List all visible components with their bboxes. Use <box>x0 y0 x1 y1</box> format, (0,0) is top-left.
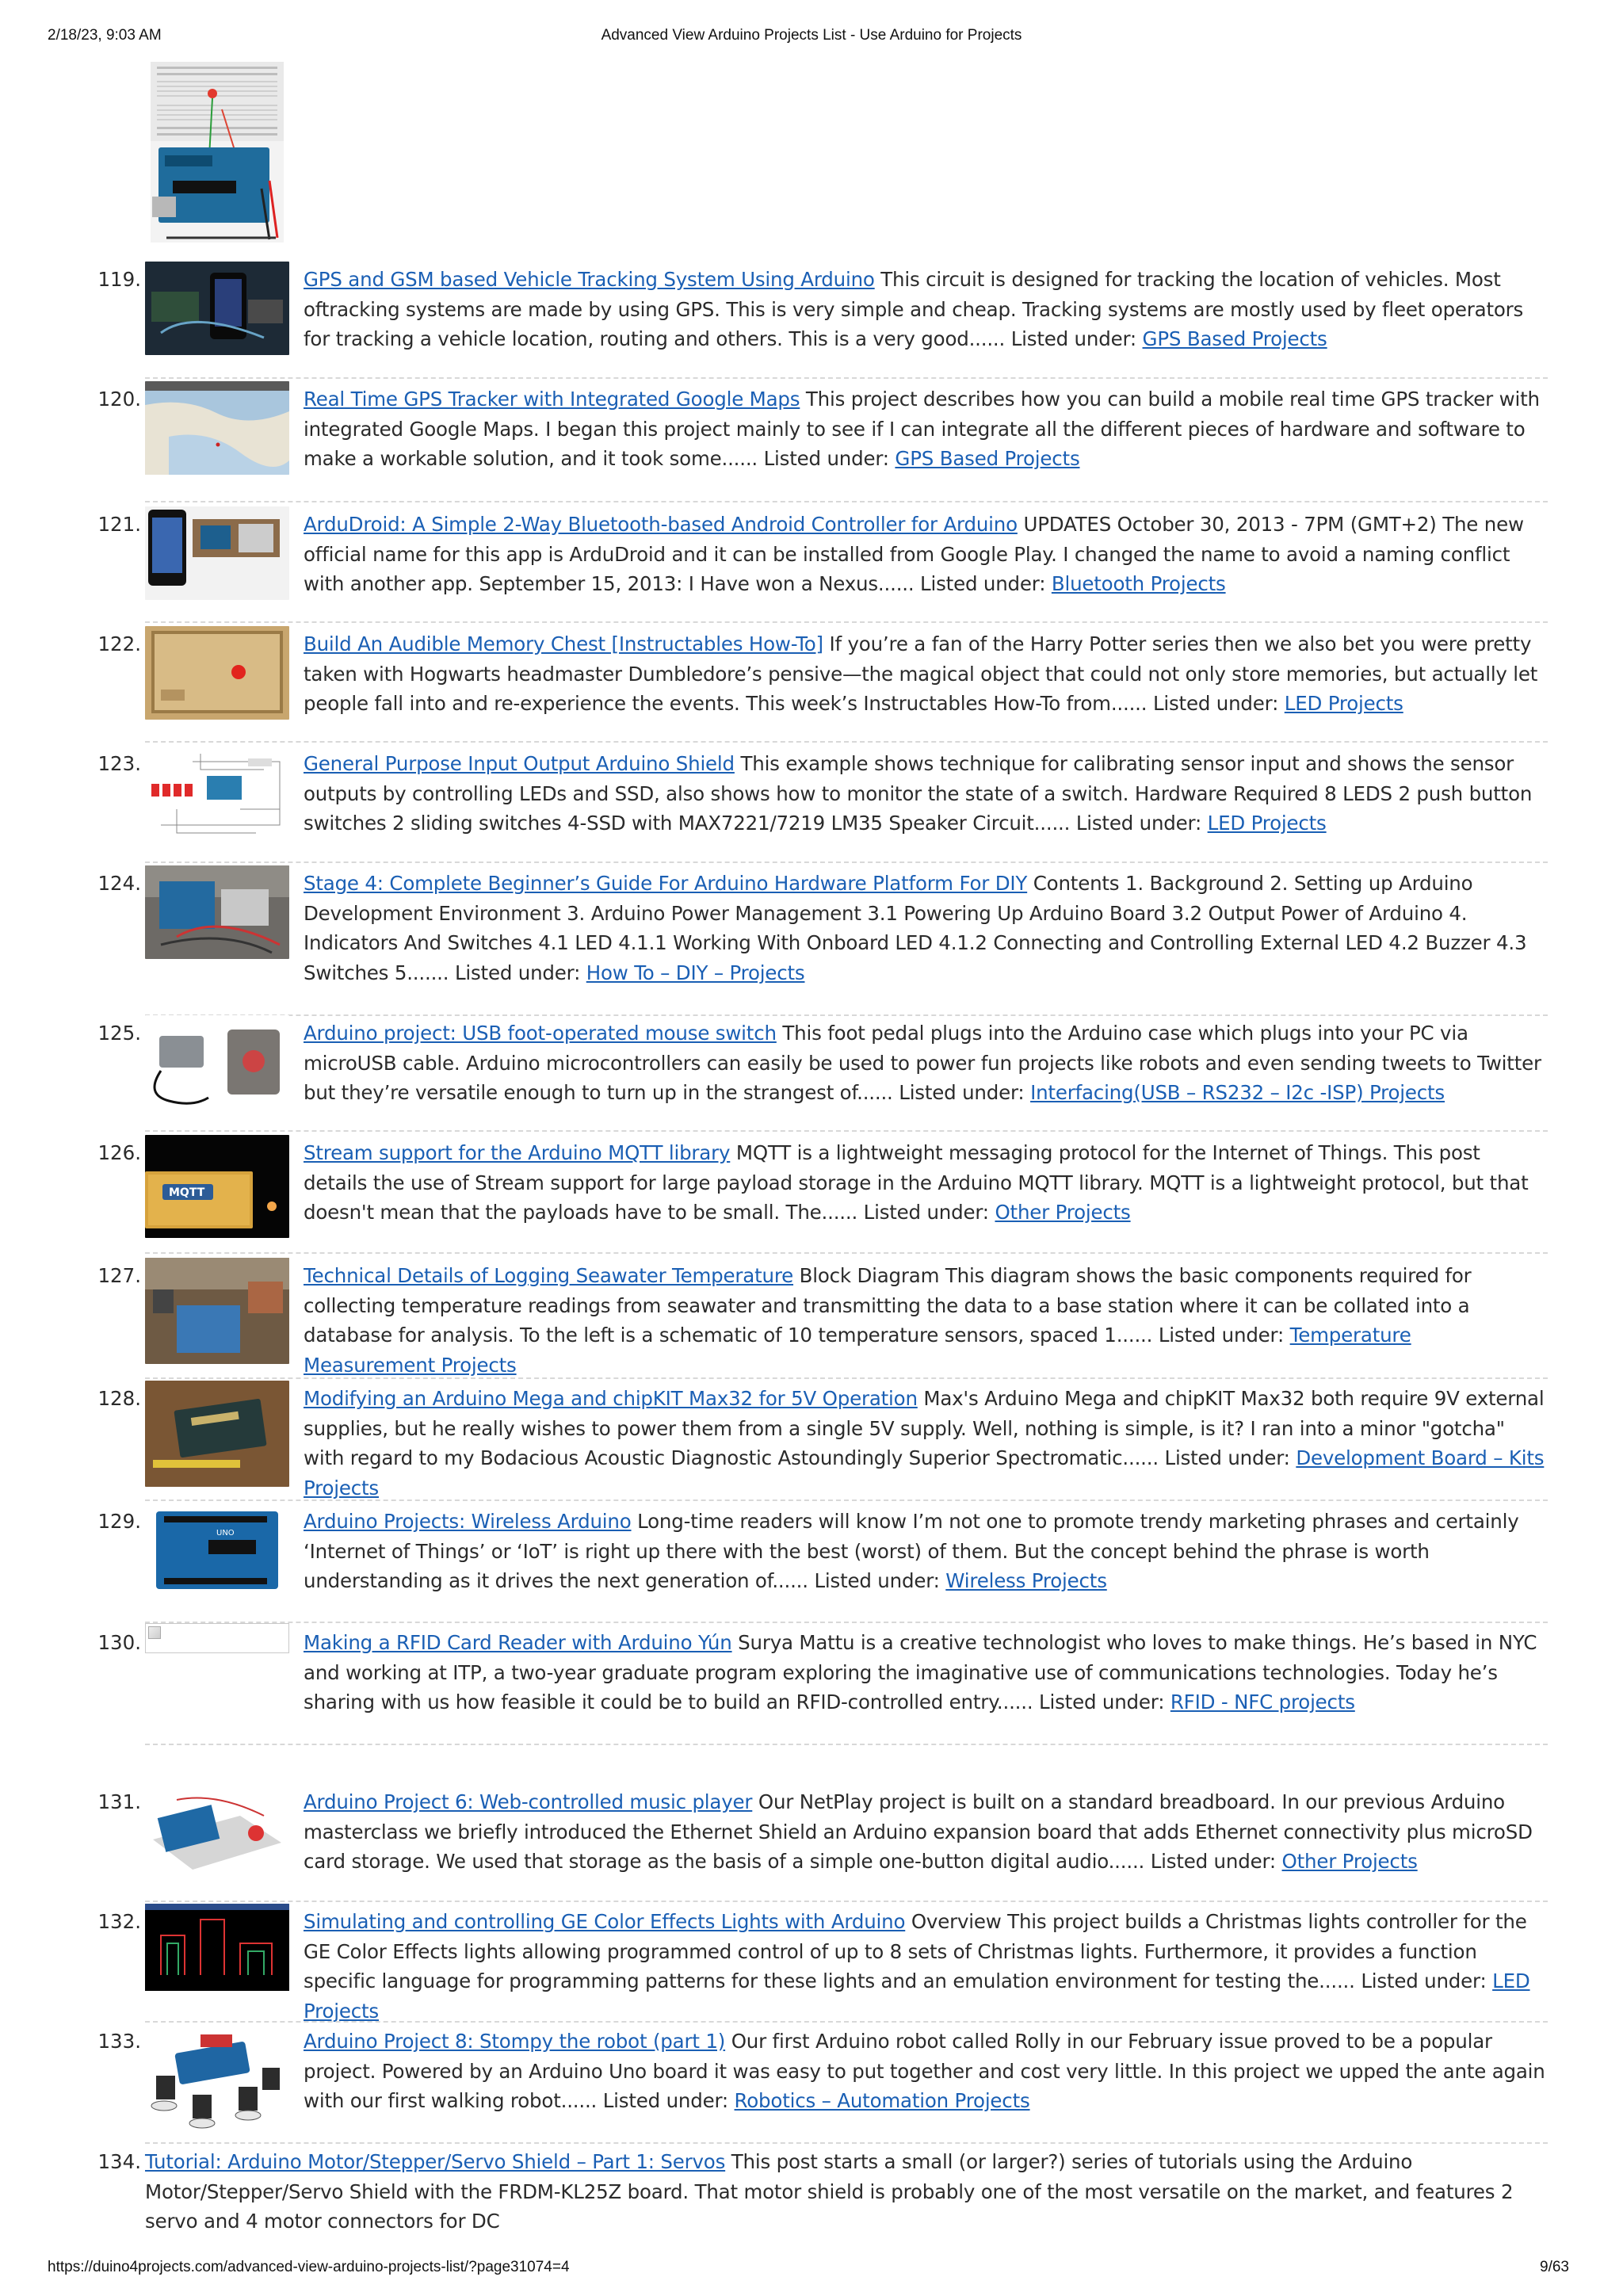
item-content <box>304 1138 1548 1228</box>
item-description: This foot pedal plugs into the Arduino case which plugs into your PC via microUSB cable. Arduino microcontrollers can easily be used to power fun projects like robots and even sending tweets to Twitter but they’re versatile enough to turn up in the strangest of...... <box>304 1022 1541 1104</box>
item-content <box>304 1628 1548 1717</box>
item-title-link[interactable]: Arduino Project 6: Web-controlled music player <box>304 1790 753 1813</box>
project-thumbnail[interactable] <box>145 1135 289 1238</box>
project-thumbnail[interactable] <box>145 381 289 475</box>
svg-text:UNO: UNO <box>216 1529 235 1538</box>
project-thumbnail[interactable] <box>145 1381 289 1487</box>
listed-under-label: Listed under: <box>1361 1969 1487 1992</box>
item-category-link[interactable]: Development Board – Kits Projects <box>304 1446 1545 1499</box>
item-description: Overview This project builds a Christmas lights controller for the GE Color Effects lights allowing programmed control of up to 8 sets of Christmas lights. Furthermore, it provides a function specific language for programming patterns for these lights and an emulation environment for testing the...... <box>304 1910 1527 1992</box>
item-content <box>304 2027 1548 2116</box>
item-content <box>304 749 1548 839</box>
project-thumbnail[interactable] <box>145 865 289 959</box>
listed-under-label: Listed under: <box>1150 1850 1276 1873</box>
breadboard-arduino-image <box>151 62 284 243</box>
print-datetime: 2/18/23, 9:03 AM <box>48 27 162 44</box>
item-title-link[interactable]: Tutorial: Arduino Motor/Stepper/Servo Shield – Part 1: Servos <box>145 2150 726 2173</box>
item-separator <box>145 621 1548 623</box>
item-description: Our NetPlay project is built on a standard breadboard. In our previous Arduino masterclass we briefly introduced the Ethernet Shield an Arduino expansion board that adds Ethernet connectivity plus microSD card storage. We used that storage as the basis of a simple one-button digital audio...... <box>304 1790 1533 1873</box>
item-content <box>304 1507 1548 1596</box>
item-content <box>304 1261 1548 1380</box>
listed-under-label: Listed under: <box>1039 1690 1165 1713</box>
item-separator <box>145 2021 1548 2023</box>
listed-under-label: Listed under: <box>814 1569 940 1592</box>
listed-under-label: Listed under: <box>920 572 1046 595</box>
item-separator <box>145 861 1548 863</box>
item-category-link[interactable]: Robotics – Automation Projects <box>734 2089 1030 2112</box>
ge-lights-simulator-image <box>145 1904 289 1991</box>
ardudroid-image <box>145 506 289 600</box>
item-content <box>304 384 1548 474</box>
item-separator <box>145 1499 1548 1501</box>
item-number: 134. <box>97 2150 141 2173</box>
item-title-link[interactable]: Arduino Projects: Wireless Arduino <box>304 1510 632 1533</box>
seawater-logging-image <box>145 1258 289 1364</box>
item-category-link[interactable]: Other Projects <box>1281 1850 1418 1873</box>
item-category-link[interactable]: LED Projects <box>1207 812 1327 835</box>
listed-under-label: Listed under: <box>763 447 889 470</box>
item-number: 130. <box>97 1631 141 1654</box>
item-description: Max's Arduino Mega and chipKIT Max32 both require 9V external supplies, but he really wishes to power them from a single 5V supply. Well, nothing is simple, is it? I ran into a minor "gotcha" with regard to my Bodacious Acoustic Diagnostic Astoundingly Superior Spectromatic...... <box>304 1387 1545 1469</box>
item-separator <box>145 377 1548 379</box>
print-footer <box>48 2259 1575 2279</box>
item-content <box>145 2147 1548 2237</box>
item-number: 132. <box>97 1910 141 1933</box>
item-separator <box>145 1014 1548 1016</box>
project-thumbnail[interactable] <box>145 262 289 355</box>
project-thumbnail[interactable] <box>145 1904 289 1997</box>
item-category-link[interactable]: Interfacing(USB – RS232 – I2c -ISP) Projects <box>1030 1081 1445 1104</box>
arduino-beginner-guide-image <box>145 865 289 959</box>
item-content <box>304 1384 1548 1503</box>
item-title-link[interactable]: Making a RFID Card Reader with Arduino Yún <box>304 1631 732 1654</box>
item-title-link[interactable]: GPS and GSM based Vehicle Tracking System Using Arduino <box>304 268 875 291</box>
item-description: Surya Mattu is a creative technologist who loves to make things. He’s based in NYC and working at ITP, a two-year graduate program exploring the imaginative use of communications technologies. Today he’s sharing with us how feasible it could be to build an RFID-controlled entry...... <box>304 1631 1537 1713</box>
svg-text:MQTT: MQTT <box>169 1186 205 1199</box>
item-category-link[interactable]: Other Projects <box>995 1201 1131 1224</box>
item-separator <box>145 741 1548 743</box>
arduino-mega-chipkit-image <box>145 1381 289 1487</box>
project-thumbnail[interactable] <box>145 1503 289 1597</box>
project-thumbnail[interactable] <box>145 1015 289 1109</box>
item-separator <box>145 2142 1548 2144</box>
item-content <box>304 265 1548 354</box>
item-number: 122. <box>97 632 141 655</box>
item-content <box>304 510 1548 599</box>
item-description: Contents 1. Background 2. Setting up Arduino Development Environment 3. Arduino Power Management 3.1 Powering Up Arduino Board 3.2 Output Power of Arduino 4. Indicators And Switches 4.1 LED 4.1.1 Working With Onboard LED 4.1.2 Connecting and Controlling External LED 4.2 Buzzer 4.3 Switches 5....... <box>304 872 1527 984</box>
item-title-link[interactable]: Build An Audible Memory Chest [Instructables How-To] <box>304 632 823 655</box>
item-content <box>304 869 1548 988</box>
item-separator <box>145 1901 1548 1902</box>
item-number: 129. <box>97 1510 141 1533</box>
project-thumbnail[interactable] <box>145 506 289 600</box>
item-number: 133. <box>97 2030 141 2053</box>
item-description: UPDATES October 30, 2013 - 7PM (GMT+2) The new official name for this app is ArduDroid and it can be installed from Google Play. I changed the name to avoid a naming conflict with another app. September 15, 2013: I Have won a Nexus...... <box>304 513 1524 595</box>
item-category-link[interactable]: Temperature Measurement Projects <box>304 1324 1411 1377</box>
item-title-link[interactable]: Stage 4: Complete Beginner’s Guide For Arduino Hardware Platform For DIY <box>304 872 1028 895</box>
print-page-title: Advanced View Arduino Projects List - Use Arduino for Projects <box>601 27 1022 44</box>
listed-under-label: Listed under: <box>863 1201 989 1224</box>
item-number: 121. <box>97 513 141 536</box>
item-title-link[interactable]: Real Time GPS Tracker with Integrated Google Maps <box>304 388 800 411</box>
project-thumbnail[interactable] <box>145 1784 289 1878</box>
project-thumbnail[interactable] <box>145 2023 289 2131</box>
listed-under-label: Listed under: <box>1152 692 1279 715</box>
item-category-link[interactable]: RFID - NFC projects <box>1170 1690 1355 1713</box>
item-separator <box>145 1130 1548 1132</box>
item-title-link[interactable]: Technical Details of Logging Seawater Temperature <box>304 1264 794 1287</box>
item-category-link[interactable]: Wireless Projects <box>945 1569 1107 1592</box>
item-category-link[interactable]: LED Projects <box>1284 692 1403 715</box>
item-number: 124. <box>97 872 141 895</box>
item-separator <box>145 501 1548 502</box>
item-category-link[interactable]: GPS Based Projects <box>895 447 1080 470</box>
item-category-link[interactable]: GPS Based Projects <box>1142 327 1327 350</box>
item-description: This project describes how you can build a mobile real time GPS tracker with integrated Google Maps. I began this project mainly to see if I can integrate all the different pieces of hardware and software to make a workable solution, and it took some...... <box>304 388 1540 470</box>
gps-gsm-tracker-image <box>145 262 289 355</box>
listed-under-label: Listed under: <box>899 1081 1025 1104</box>
item-separator <box>145 1377 1548 1379</box>
print-page-number: 9/63 <box>1540 2259 1569 2275</box>
wireless-arduino-image <box>145 1503 289 1597</box>
item-title-link[interactable]: Arduino project: USB foot-operated mouse switch <box>304 1022 777 1045</box>
listed-under-label: Listed under: <box>1075 812 1202 835</box>
web-music-player-image <box>145 1784 289 1878</box>
listed-under-label: Listed under: <box>1158 1324 1285 1347</box>
item-number: 131. <box>97 1790 141 1813</box>
listed-under-label: Listed under: <box>1164 1446 1290 1469</box>
item-category-link[interactable]: LED Projects <box>304 1969 1530 2023</box>
project-thumbnail[interactable] <box>145 626 289 720</box>
item-description: This example shows technique for calibrating sensor input and shows the sensor outputs by controlling LEDs and SSD, also shows how to monitor the state of a switch. Hardware Required 8 LEDS 2 push button switches 2 sliding switches 4-SSD with MAX7221/7219 LM35 Speaker Circuit...... <box>304 752 1533 835</box>
usb-foot-switch-image <box>145 1015 289 1109</box>
listed-under-label: Listed under: <box>1010 327 1136 350</box>
listed-under-label: Listed under: <box>454 961 581 984</box>
item-description: Long-time readers will know I’m not one to promote trendy marketing phrases and certainly ‘Internet of Things’ or ‘IoT’ is right up there with the best (worst) of them. But the concept behind the phrase is worth understanding as it drives the next generation of...... <box>304 1510 1519 1592</box>
item-description: This circuit is designed for tracking the location of vehicles. Most oftracking systems are made by using GPS. This is very simple and cheap. Tracking systems are mostly used by fleet operators for tracking a vehicle location, routing and others. This is a very good...... <box>304 268 1524 350</box>
item-content <box>304 629 1548 719</box>
item-content <box>304 1018 1548 1108</box>
item-content <box>304 1787 1548 1877</box>
item-title-link[interactable]: Modifying an Arduino Mega and chipKIT Max32 for 5V Operation <box>304 1387 918 1410</box>
item-title-link[interactable]: Stream support for the Arduino MQTT library <box>304 1141 731 1164</box>
item-number: 119. <box>97 268 141 291</box>
item-category-link[interactable]: Bluetooth Projects <box>1051 572 1226 595</box>
item-title-link[interactable]: Simulating and controlling GE Color Effects Lights with Arduino <box>304 1910 906 1933</box>
stompy-robot-image <box>145 2023 289 2131</box>
item-number: 126. <box>97 1141 141 1164</box>
memory-chest-image <box>145 626 289 720</box>
print-header <box>48 27 1575 48</box>
item-description: If you’re a fan of the Harry Potter series then we also bet you were pretty taken with Hogwarts headmaster Dumbledore’s pensive—the magical object that could not only store memories, but actually let people fall into and re-experience the events. This week’s Instructables How-To from...... <box>304 632 1538 715</box>
item-number: 125. <box>97 1022 141 1045</box>
project-thumbnail[interactable] <box>151 62 284 243</box>
project-thumbnail[interactable] <box>145 746 289 839</box>
item-description: This post starts a small (or larger?) series of tutorials using the Arduino Motor/Stepper/Servo Shield with the FRDM-KL25Z board. That motor shield is probably one of the most versatile on the market, and features 2 servo and 4 motor connectors for DC <box>145 2150 1514 2233</box>
project-thumbnail[interactable] <box>145 1258 289 1364</box>
gpio-shield-schematic-image <box>145 746 289 839</box>
item-number: 123. <box>97 752 141 775</box>
item-separator <box>145 1622 1548 1623</box>
item-number: 120. <box>97 388 141 411</box>
item-separator <box>145 1252 1548 1254</box>
print-url: https://duino4projects.com/advanced-view-arduino-projects-list/?page31074=4 <box>48 2259 570 2275</box>
item-number: 128. <box>97 1387 141 1410</box>
item-description: Block Diagram This diagram shows the basic components required for collecting temperature readings from seawater and transmitting the data to a base station where it can be collated into a database for analysis. To the left is a schematic of 10 temperature sensors, spaced 1...... <box>304 1264 1472 1347</box>
item-title-link[interactable]: Arduino Project 8: Stompy the robot (part 1) <box>304 2030 726 2053</box>
item-number: 127. <box>97 1264 141 1287</box>
broken-image-icon[interactable] <box>145 1623 289 1653</box>
item-title-link[interactable]: General Purpose Input Output Arduino Shield <box>304 752 735 775</box>
item-title-link[interactable]: ArduDroid: A Simple 2-Way Bluetooth-based Android Controller for Arduino <box>304 513 1018 536</box>
item-content <box>304 1907 1548 2026</box>
item-separator <box>145 1744 1548 1745</box>
mqtt-library-image <box>145 1135 289 1238</box>
item-category-link[interactable]: How To – DIY – Projects <box>586 961 805 984</box>
item-description: Our first Arduino robot called Rolly in our February issue proved to be a popular project. Powered by an Arduino Uno board it was easy to put together and cost very little. In this project we upped the ante again with our first walking robot...... <box>304 2030 1545 2112</box>
google-maps-image <box>145 381 289 475</box>
item-description: MQTT is a lightweight messaging protocol for the Internet of Things. This post details the use of Stream support for large payload storage in the Arduino MQTT library. MQTT is a lightweight protocol, but that doesn't mean that the payloads have to be small. The...... <box>304 1141 1529 1224</box>
listed-under-label: Listed under: <box>602 2089 728 2112</box>
